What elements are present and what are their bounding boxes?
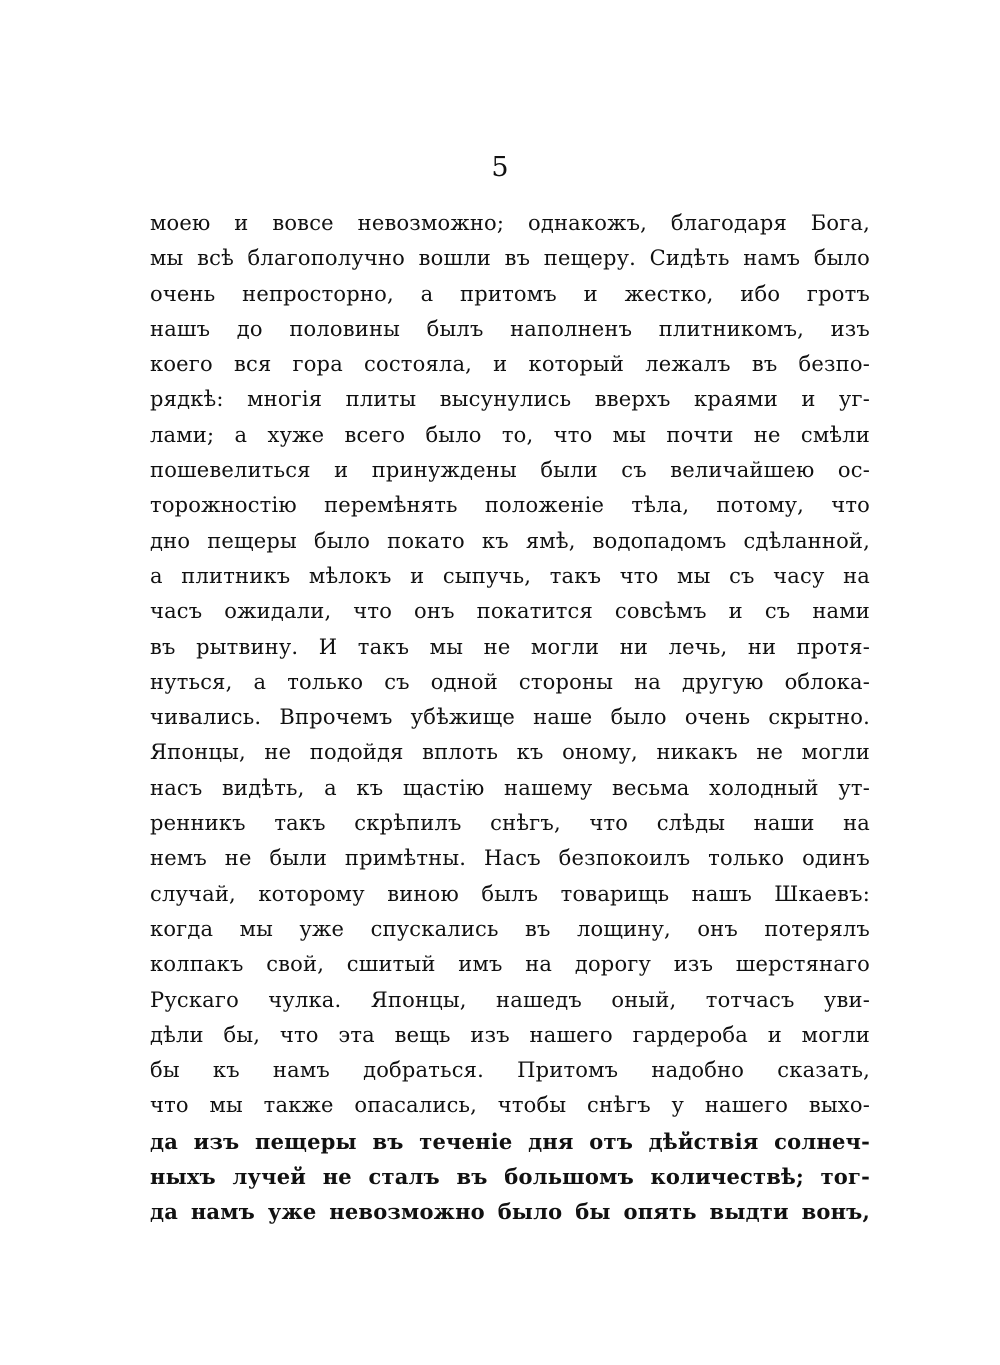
text-line: Рускаго чулка. Японцы, нашедъ оный, тотчасъ уви- [150, 987, 870, 1012]
text-line: когда мы уже спускались въ лощину, онъ потерялъ [150, 916, 870, 941]
text-line: да изъ пещеры въ теченіе дня отъ дѣйствія солнеч- [150, 1128, 870, 1154]
text-line: торожностію перемѣнять положеніе тѣла, потому, что [150, 493, 870, 518]
text-line: дѣли бы, что эта вещь изъ нашего гардероба и могли [150, 1022, 870, 1047]
text-line: часъ ожидали, что онъ покатится совсѣмъ и съ нами [150, 599, 870, 624]
text-line: пошевелиться и принуждены были съ величайшею ос- [150, 458, 870, 483]
text-line: бы къ намъ добраться. Притомъ надобно сказать, [150, 1058, 870, 1083]
text-line: коего вся гора состояла, и который лежалъ въ безпо- [150, 352, 870, 377]
text-line: мы всѣ благополучно вошли въ пещеру. Сидѣть намъ было [150, 246, 870, 271]
page-number: 5 [491, 152, 509, 183]
text-line: моею и вовсе невозможно; однакожъ, благодаря Бога, [150, 211, 870, 235]
text-line: въ рытвину. И такъ мы не могли ни лечь, ни протя- [150, 634, 870, 659]
text-line: дно пещеры было покато къ ямѣ, водопадомъ сдѣланной, [150, 528, 870, 553]
text-line: что мы также опасались, чтобы снѣгъ у нашего выхо- [150, 1093, 870, 1118]
text-line: да намъ уже невозможно было бы опять выдти вонъ, [150, 1199, 870, 1225]
text-line: а плитникъ мѣлокъ и сыпучь, такъ что мы съ часу на [150, 563, 870, 588]
text-line: нуться, а только съ одной стороны на другую облока- [150, 669, 870, 694]
text-line: нашъ до половины былъ наполненъ плитникомъ, изъ [150, 316, 870, 341]
text-line: очень непросторно, а притомъ и жестко, ибо гротъ [150, 281, 870, 306]
text-line: случай, которому виною былъ товарищь нашъ Шкаевъ: [150, 881, 870, 906]
text-line: колпакъ свой, сшитый имъ на дорогу изъ шерстянаго [150, 952, 870, 977]
text-line: ренникъ такъ скрѣпилъ снѣгъ, что слѣды наши на [150, 811, 870, 836]
text-line: насъ видѣть, а къ щастію нашему весьма холодный ут- [150, 775, 870, 800]
body-text [150, 206, 870, 1230]
text-line: Японцы, не подойдя вплоть къ оному, никакъ не могли [150, 740, 870, 765]
text-line: рядкѣ: многія плиты высунулись вверхъ краями и уг- [150, 387, 870, 412]
text-line: чивались. Впрочемъ убѣжище наше было очень скрытно. [150, 705, 870, 730]
text-line: немъ не были примѣтны. Насъ безпокоилъ только одинъ [150, 846, 870, 871]
text-line: ныхъ лучей не сталъ въ большомъ количествѣ; тог- [150, 1164, 870, 1190]
text-line: лами; а хуже всего было то, что мы почти не смѣли [150, 422, 870, 447]
